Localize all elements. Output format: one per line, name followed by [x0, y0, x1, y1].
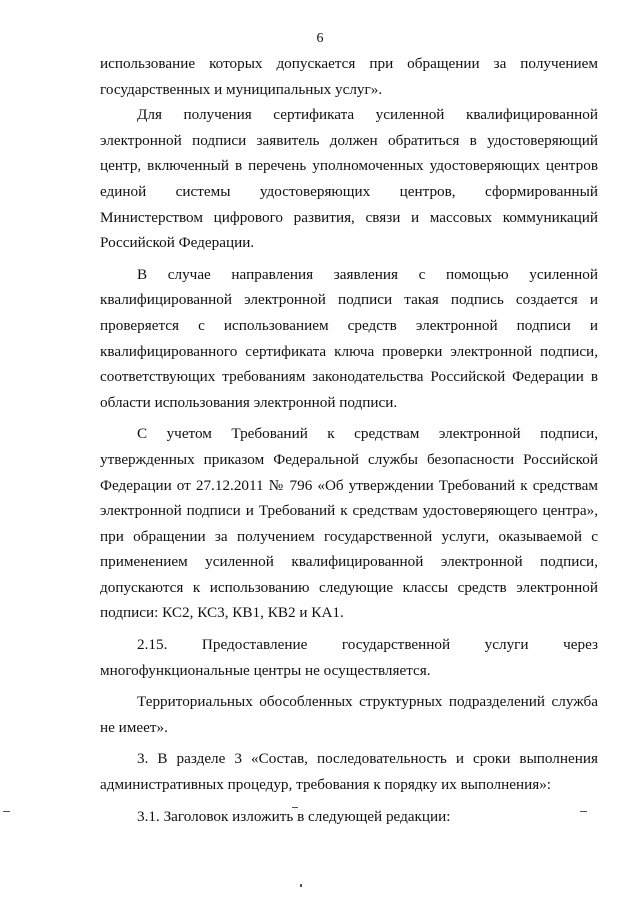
scan-mark-right: [580, 811, 587, 812]
paragraph-5: 2.15. Предоставление государственной услуги через многофункциональные центры не осуществляется.: [100, 636, 598, 679]
paragraph-6: Территориальных обособленных структурных подразделений служба не имеет».: [100, 693, 598, 736]
scan-mark-bottom: [300, 884, 302, 887]
page-number: 6: [316, 31, 324, 46]
paragraph-8: 3.1. Заголовок изложить в следующей редакции:: [137, 807, 451, 825]
paragraph-2: Для получения сертификата усиленной квалифицированной электронной подписи заявитель должен обратиться в удостоверяющий центр, включенный в перечень уполномоченных удостоверяющих центров единой системы удостоверяющих центров, сформированный Министерством цифрового развития, связи и массовых коммуникаций Российской Федерации.: [100, 106, 598, 252]
scan-mark-center: [292, 807, 298, 808]
paragraph-4: С учетом Требований к средствам электронной подписи, утвержденных приказом Федеральной службы безопасности Российской Федерации от 27.12.2011 № 796 «Об утверждении Требований к средствам электронной подписи и Требований к средствам удостоверяющего центра», при обращении за получением государственной услуги, оказываемой с применением усиленной квалифицированной электронной подписи, допускаются к использованию следующие классы средств электронной подписи: КС2, КС3, КВ1, КВ2 и КА1.: [100, 425, 598, 622]
scan-mark-left: [3, 811, 10, 812]
document-body: [100, 51, 598, 835]
paragraph-7: 3. В разделе 3 «Состав, последовательность и сроки выполнения административных процедур, требования к порядку их выполнения»:: [100, 750, 598, 794]
paragraph-3: В случае направления заявления с помощью усиленной квалифицированной электронной подписи такая подпись создается и проверяется с использованием средств электронной подписи и квалифицированного сертификата ключа проверки электронной подписи, соответствующих требованиям законодательства Российской Федерации в области использования электронной подписи.: [100, 265, 598, 411]
paragraph-1: использование которых допускается при обращении за получением государственных и муниципальных услуг».: [100, 55, 598, 98]
